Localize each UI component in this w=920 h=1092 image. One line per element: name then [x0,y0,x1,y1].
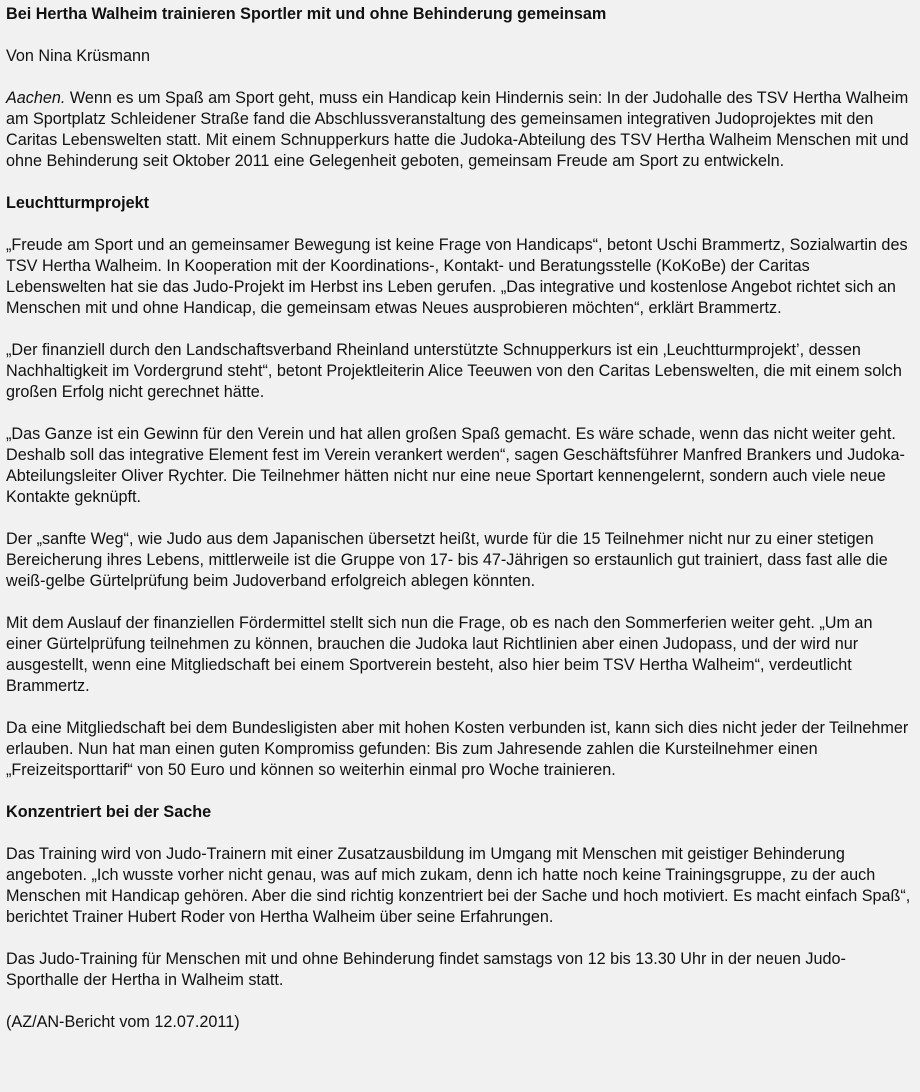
paragraph: „Freude am Sport und an gemeinsamer Bewegung ist keine Frage von Handicaps“, betont Uschi Brammertz, Sozialwartin des TSV Hertha Walheim. In Kooperation mit der Koordinations-, Kontakt- und Beratungsstelle (KoKoBe) der Caritas Lebenswelten hat sie das Judo-Projekt im Herbst ins Leben gerufen. „Das integrative und kostenlose Angebot richtet sich an Menschen mit und ohne Handicap, die gemeinsam etwas Neues ausprobieren möchten“, erklärt Brammertz. [6,236,908,317]
article-byline: Von Nina Krüsmann [6,47,150,65]
lead-text: Wenn es um Spaß am Sport geht, muss ein Handicap kein Hindernis sein: In der Judohalle des TSV Hertha Walheim am Sportplatz Schleidener Straße fand die Abschlussveranstaltung des gemeinsamen integrativen Judoprojektes mit den Caritas Lebenswelten statt. Mit einem Schnupperkurs hatte die Judoka-Abteilung des TSV Hertha Walheim Menschen mit und ohne Behinderung seit Oktober 2011 eine Gelegenheit geboten, gemeinsam Freude am Sport zu entwickeln. [6,89,909,170]
paragraph: „Das Ganze ist ein Gewinn für den Verein und hat allen großen Spaß gemacht. Es wäre schade, wenn das nicht weiter geht. Deshalb soll das integrative Element fest im Verein verankert werden“, sagen Geschäftsführer Manfred Brankers und Judoka-Abteilungsleiter Oliver Rychter. Die Teilnehmer hätten nicht nur eine neue Sportart kennengelernt, sondern auch viele neue Kontakte geknüpft. [6,425,905,506]
article-title: Bei Hertha Walheim trainieren Sportler mit und ohne Behinderung gemeinsam [6,5,607,23]
dateline: Aachen. [6,89,66,107]
lead-paragraph [6,88,912,172]
paragraph: Der „sanfte Weg“, wie Judo aus dem Japanischen übersetzt heißt, wurde für die 15 Teilnehmer nicht nur zu einer stetigen Bereicherung ihres Lebens, mittlerweile ist die Gruppe von 17- bis 47-Jährigen so erstaunlich gut trainiert, dass fast alle die weiß-gelbe Gürtelprüfung beim Judoverband erfolgreich ablegen könnten. [6,530,888,590]
paragraph: Mit dem Auslauf der finanziellen Fördermittel stellt sich nun die Frage, ob es nach den Sommerferien weiter geht. „Um an einer Gürtelprüfung teilnehmen zu können, brauchen die Judoka laut Richtlinien aber einen Judopass, und der wird nur ausgestellt, wenn eine Mitgliedschaft bei einem Sportverein besteht, also hier beim TSV Hertha Walheim“, verdeutlicht Brammertz. [6,614,873,695]
section-heading-konzentriert: Konzentriert bei der Sache [6,803,212,821]
paragraph: „Der finanziell durch den Landschaftsverband Rheinland unterstützte Schnupperkurs ist ein ‚Leuchtturmprojekt’, dessen Nachhaltigkeit im Vordergrund steht“, betont Projektleiterin Alice Teeuwen von den Caritas Lebenswelten, die mit einem solch großen Erfolg nicht gerechnet hätte. [6,341,902,401]
paragraph: Das Training wird von Judo-Trainern mit einer Zusatzausbildung im Umgang mit Menschen mit geistiger Behinderung angeboten. „Ich wusste vorher nicht genau, was auf mich zukam, denn ich hatte noch keine Trainingsgruppe, zu der auch Menschen mit Handicap gehören. Aber die sind richtig konzentriert bei der Sache und hoch motiviert. Es macht einfach Spaß“, berichtet Trainer Hubert Roder von Hertha Walheim über seine Erfahrungen. [6,845,911,926]
paragraph: Da eine Mitgliedschaft bei dem Bundesligisten aber mit hohen Kosten verbunden ist, kann sich dies nicht jeder der Teilnehmer erlauben. Nun hat man einen guten Kompromiss gefunden: Bis zum Jahresende zahlen die Kursteilnehmer einen „Freizeitsporttarif“ von 50 Euro und können so weiterhin einmal pro Woche trainieren. [6,719,909,779]
paragraph: Das Judo-Training für Menschen mit und ohne Behinderung findet samstags von 12 bis 13.30 Uhr in der neuen Judo-Sporthalle der Hertha in Walheim statt. [6,950,846,989]
source-note: (AZ/AN-Bericht vom 12.07.2011) [6,1013,240,1031]
section-heading-leuchtturmprojekt: Leuchtturmprojekt [6,194,150,212]
